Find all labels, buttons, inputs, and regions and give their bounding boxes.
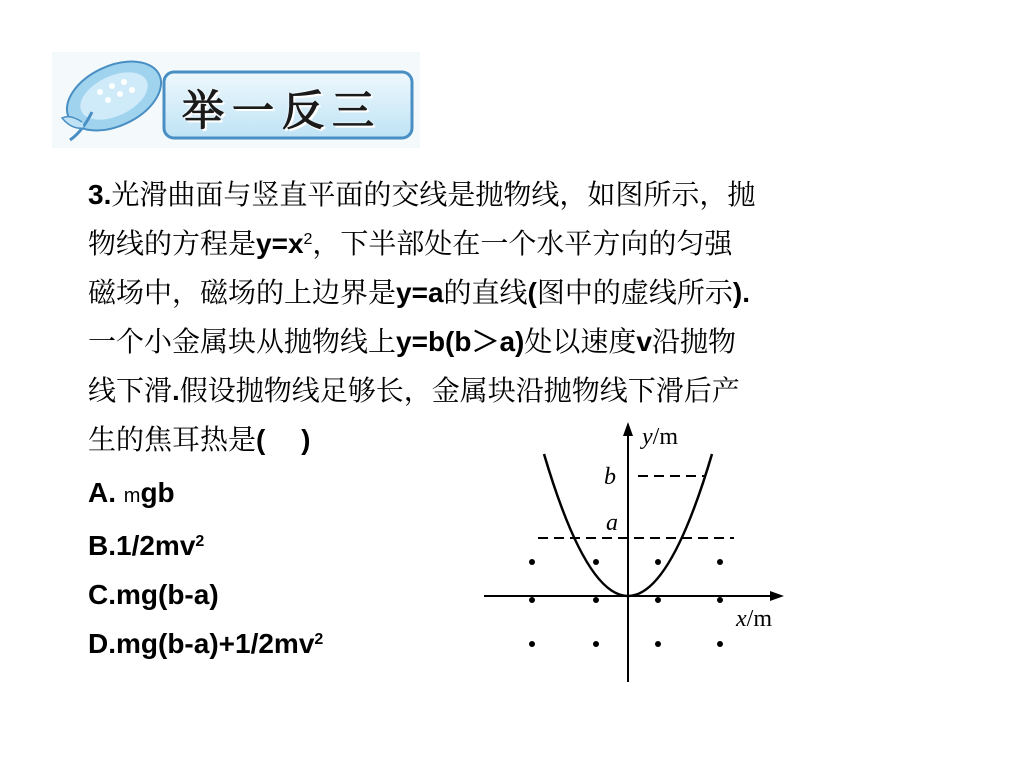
problem-line-1: 3.光滑曲面与竖直平面的交线是抛物线，如图所示，抛	[88, 179, 756, 210]
problem-line-5: 线下滑.假设抛物线足够长，金属块沿抛物线下滑后产	[88, 375, 740, 406]
problem-line-2: 物线的方程是$y=x^2$，下半部处在一个水平方向的匀强	[88, 228, 733, 259]
y-axis-arrow	[623, 422, 633, 436]
problem-number: 3.	[88, 179, 112, 210]
y-axis-label: y/m	[642, 424, 678, 450]
parabola-diagram	[478, 418, 798, 688]
banner-title: 举一反三	[182, 86, 383, 135]
problem-line-4: 一个小金属块从抛物线上y=b(b＞a)处以速度v沿抛物	[88, 326, 736, 357]
answer-options	[88, 468, 323, 668]
magnetic-field-dots	[529, 559, 723, 647]
x-axis-label: x/m	[736, 606, 772, 632]
problem-line-3: 磁场中，磁场的上边界是y=a的直线(图中的虚线所示).	[88, 277, 750, 308]
section-banner	[52, 52, 420, 148]
label-a: a	[606, 510, 618, 536]
option-d[interactable]: $D.mg(b-a)+1/2mv^2$	[88, 628, 324, 659]
option-b[interactable]: $B.1/2mv^2$	[88, 530, 205, 561]
option-a[interactable]: A. mgb	[88, 477, 175, 508]
problem-line-6: 生的焦耳热是( )	[88, 424, 311, 455]
x-axis-arrow	[770, 591, 784, 601]
option-c[interactable]: C.mg(b-a)	[88, 579, 219, 610]
label-b: b	[604, 464, 616, 490]
